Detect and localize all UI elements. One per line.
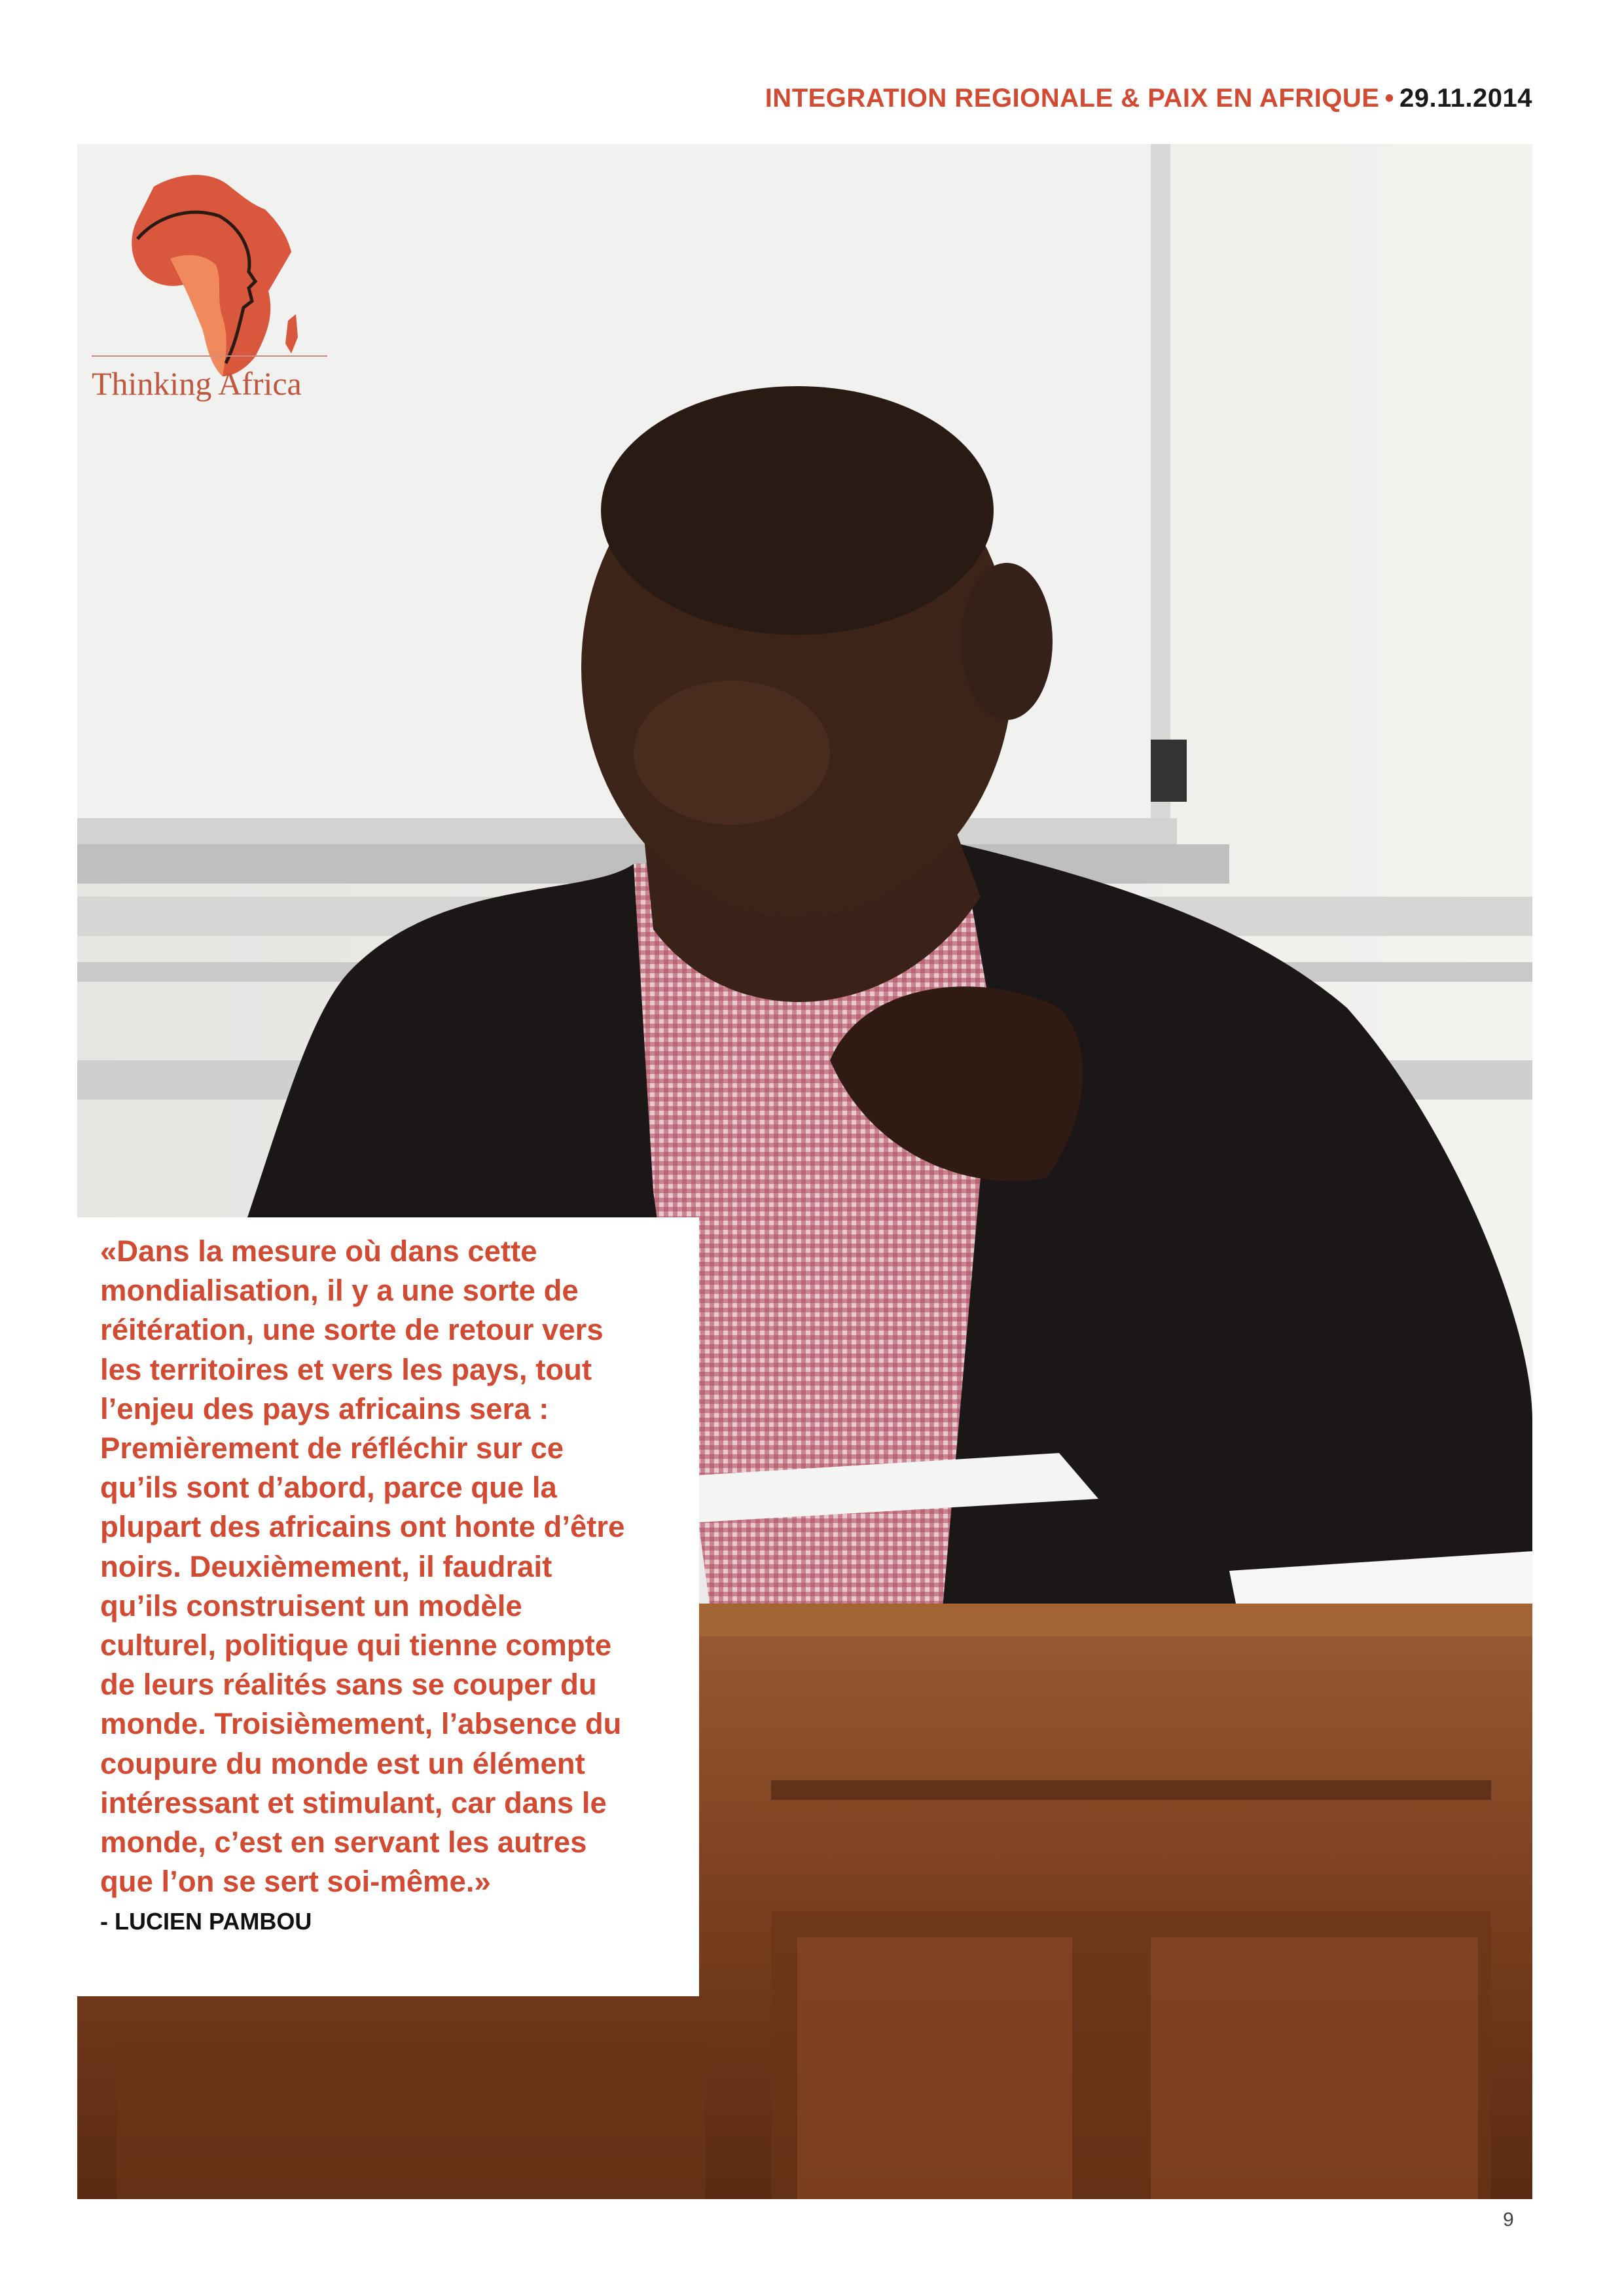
header-separator: • <box>1384 84 1394 113</box>
logo-text: Thinking Africa <box>92 365 302 402</box>
quote-author: - LUCIEN PAMBOU <box>100 1908 312 1935</box>
page-header <box>765 84 1532 113</box>
quote-box <box>77 1217 699 1996</box>
header-date: 29.11.2014 <box>1399 84 1532 113</box>
logo-divider <box>92 355 327 357</box>
page-number: 9 <box>1503 2209 1514 2231</box>
header-title: INTEGRATION REGIONALE & PAIX EN AFRIQUE <box>765 84 1380 113</box>
quote-text: «Dans la mesure où dans cette mondialisation, il y a une sorte de réitération, une sorte de retour vers les territoires et vers les pays, tout l’enjeu des pays africains sera : Premièrement de réfléchir sur ce qu’ils sont d’abord, parce que la plupart des africains ont honte d’être noirs. Deuxièmement, il faudrait qu’ils construisent un modèle culturel, politique qui tienne compte de leurs réalités sans se couper du monde. Troisièmement, l’absence du coupure du monde est un élément intéressant et stimulant, car dans le monde, c’est en servant les autres que l’on se sert soi-même.» <box>100 1234 625 1899</box>
